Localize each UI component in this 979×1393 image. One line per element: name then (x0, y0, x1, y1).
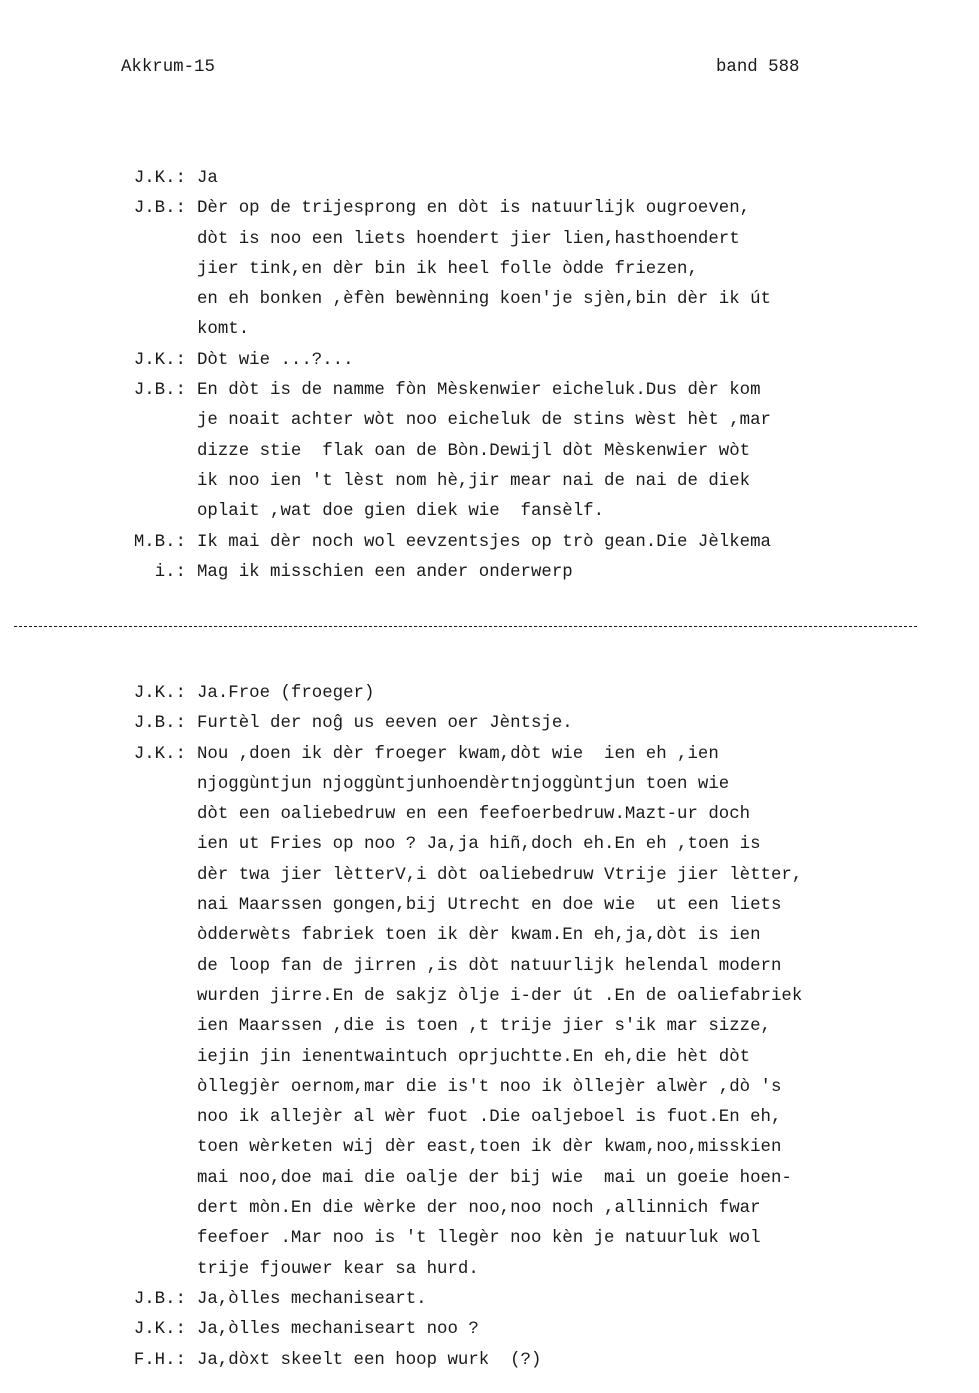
transcript-line (112, 558, 932, 588)
speaker-label (112, 1043, 186, 1073)
speaker-label (112, 952, 186, 982)
line-text: Ja.Froe (froeger) (197, 684, 375, 703)
speaker-label (112, 982, 186, 1012)
speaker-label (112, 830, 186, 860)
transcript-line (112, 164, 932, 194)
line-text: Furtèl der noĝ us eeven oer Jèntsje. (197, 714, 573, 734)
speaker-label (112, 1164, 186, 1194)
transcript-section-2 (112, 679, 932, 1376)
transcript-line (112, 1103, 932, 1133)
transcript-line (112, 830, 932, 860)
speaker-label (112, 1012, 186, 1042)
speaker-label (112, 467, 186, 497)
speaker-label (112, 1194, 186, 1224)
line-text: iejin jin ienentwaintuch oprjuchtte.En eh,die hèt dòt (197, 1047, 751, 1067)
transcript-line (112, 1164, 932, 1194)
line-text: en eh bonken ,èfèn bewènning koen'je sjèn,bin dèr ik út (197, 290, 771, 310)
transcript-line (112, 982, 932, 1012)
line-text: de loop fan de jirren ,is dòt natuurlijk helendal modern (197, 956, 782, 976)
transcript-line (112, 1073, 932, 1103)
speaker-label: J.B.: (133, 199, 186, 219)
speaker-label (112, 406, 186, 436)
speaker-label: F.H.: (133, 1350, 186, 1370)
line-text: òllegjèr oernom,mar die is't noo ik òllejèr alwèr ,dò 's (197, 1077, 782, 1097)
speaker-label: J.K.: (133, 169, 186, 188)
line-text: noo ik allejèr al wèr fuot .Die oaljeboel is fuot.En eh, (197, 1108, 782, 1128)
line-text: oplait ,wat doe gien diek wie fansèlf. (197, 502, 605, 522)
line-text: nai Maarssen gongen,bij Utrecht en doe wie ut een liets (197, 896, 782, 916)
line-text: Mag ik misschien een ander onderwerp (197, 562, 573, 582)
line-text: njoggùntjun njoggùntjunhoendèrtnjoggùntjun toen wie (197, 774, 730, 794)
transcript-line (112, 1043, 932, 1073)
transcript-line (112, 740, 932, 770)
header-left: Akkrum-15 (121, 58, 215, 77)
line-text: dizze stie flak oan de Bòn.Dewijl dòt Mèskenwier wòt (197, 441, 751, 461)
speaker-label (112, 800, 186, 830)
transcript-line (112, 679, 932, 709)
speaker-label (112, 285, 186, 315)
speaker-label (112, 1255, 186, 1285)
line-text: dòt is noo een liets hoendert jier lien,hasthoendert (197, 229, 740, 249)
speaker-label (112, 1103, 186, 1133)
transcript-line (112, 1133, 932, 1163)
transcript-line (112, 528, 932, 558)
speaker-label: J.K.: (133, 684, 186, 703)
line-text: wurden jirre.En de sakjz òlje i-der út .En de oaliefabriek (197, 986, 803, 1006)
transcript-line (112, 1224, 932, 1254)
speaker-label: J.B.: (133, 714, 186, 734)
speaker-label: J.K.: (133, 1320, 186, 1340)
line-text: ien Maarssen ,die is toen ,t trije jier s'ik mar sizze, (197, 1017, 771, 1037)
speaker-label (112, 255, 186, 285)
transcript-line (112, 467, 932, 497)
transcript-line (112, 709, 932, 739)
transcript-line (112, 346, 932, 376)
line-text: Ja,dòxt skeelt een hoop wurk (?) (197, 1350, 542, 1370)
speaker-label (112, 225, 186, 255)
section-divider (14, 626, 917, 627)
transcript-line (112, 255, 932, 285)
line-text: dèr twa jier lètterV,i dòt oaliebedruw Vtrije jier lètter, (197, 865, 803, 885)
line-text: trije fjouwer kear sa hurd. (197, 1259, 479, 1279)
transcript-line (112, 376, 932, 406)
transcript-line (112, 1315, 932, 1345)
line-text: ien ut Fries op noo ? Ja,ja hiñ,doch eh.En eh ,toen is (197, 835, 761, 855)
transcript-line (112, 800, 932, 830)
speaker-label (112, 1133, 186, 1163)
transcript-line (112, 1346, 932, 1376)
transcript-line (112, 437, 932, 467)
speaker-label: J.B.: (133, 381, 186, 401)
line-text: komt. (197, 320, 250, 340)
transcript-line (112, 952, 932, 982)
transcript-line (112, 1255, 932, 1285)
transcript-line (112, 861, 932, 891)
line-text: Ja,òlles mechaniseart noo ? (197, 1320, 479, 1340)
speaker-label (112, 1224, 186, 1254)
speaker-label (112, 891, 186, 921)
transcript-line (112, 497, 932, 527)
line-text: jier tink,en dèr bin ik heel folle òdde friezen, (197, 259, 698, 279)
transcript-section-1 (112, 164, 932, 588)
transcript-line (112, 1194, 932, 1224)
speaker-label: i.: (154, 562, 186, 582)
speaker-label: J.K.: (133, 744, 186, 764)
line-text: Ja (197, 169, 218, 188)
line-text: feefoer .Mar noo is 't llegèr noo kèn je natuurluk wol (197, 1229, 761, 1249)
line-text: toen wèrketen wij dèr east,toen ik dèr kwam,noo,misskien (197, 1138, 782, 1158)
speaker-label: J.K.: (133, 350, 186, 370)
line-text: Ja,òlles mechaniseart. (197, 1289, 427, 1309)
transcript-line (112, 921, 932, 951)
transcript-line (112, 194, 932, 224)
transcript-line (112, 1285, 932, 1315)
line-text: je noait achter wòt noo eicheluk de stins wèst hèt ,mar (197, 411, 771, 431)
transcript-line (112, 1012, 932, 1042)
transcript-line (112, 225, 932, 255)
transcript-line (112, 285, 932, 315)
line-text: En dòt is de namme fòn Mèskenwier eicheluk.Dus dèr kom (197, 381, 761, 401)
speaker-label (112, 921, 186, 951)
speaker-label: J.B.: (133, 1289, 186, 1309)
speaker-label (112, 770, 186, 800)
speaker-label (112, 1073, 186, 1103)
line-text: dòt een oaliebedruw en een feefoerbedruw.Mazt-ur doch (197, 805, 751, 825)
transcript-line (112, 315, 932, 345)
line-text: ik noo ien 't lèst nom hè,jir mear nai de nai de diek (197, 471, 751, 491)
header-right: band 588 (716, 58, 800, 77)
speaker-label (112, 437, 186, 467)
line-text: Dèr op de trijesprong en dòt is natuurlijk ougroeven, (197, 199, 751, 219)
line-text: òdderwèts fabriek toen ik dèr kwam.En eh,ja,dòt is ien (197, 926, 761, 946)
speaker-label (112, 861, 186, 891)
speaker-label (112, 497, 186, 527)
line-text: Dòt wie ...?... (197, 350, 354, 370)
line-text: dert mòn.En die wèrke der noo,noo noch ,allinnich fwar (197, 1199, 761, 1219)
speaker-label: M.B.: (133, 532, 186, 552)
line-text: mai noo,doe mai die oalje der bij wie mai un goeie hoen- (197, 1168, 792, 1188)
line-text: Nou ,doen ik dèr froeger kwam,dòt wie ien eh ,ien (197, 744, 719, 764)
speaker-label (112, 315, 186, 345)
transcript-line (112, 891, 932, 921)
transcript-line (112, 770, 932, 800)
line-text: Ik mai dèr noch wol eevzentsjes op trò gean.Die Jèlkema (197, 532, 771, 552)
transcript-line (112, 406, 932, 436)
